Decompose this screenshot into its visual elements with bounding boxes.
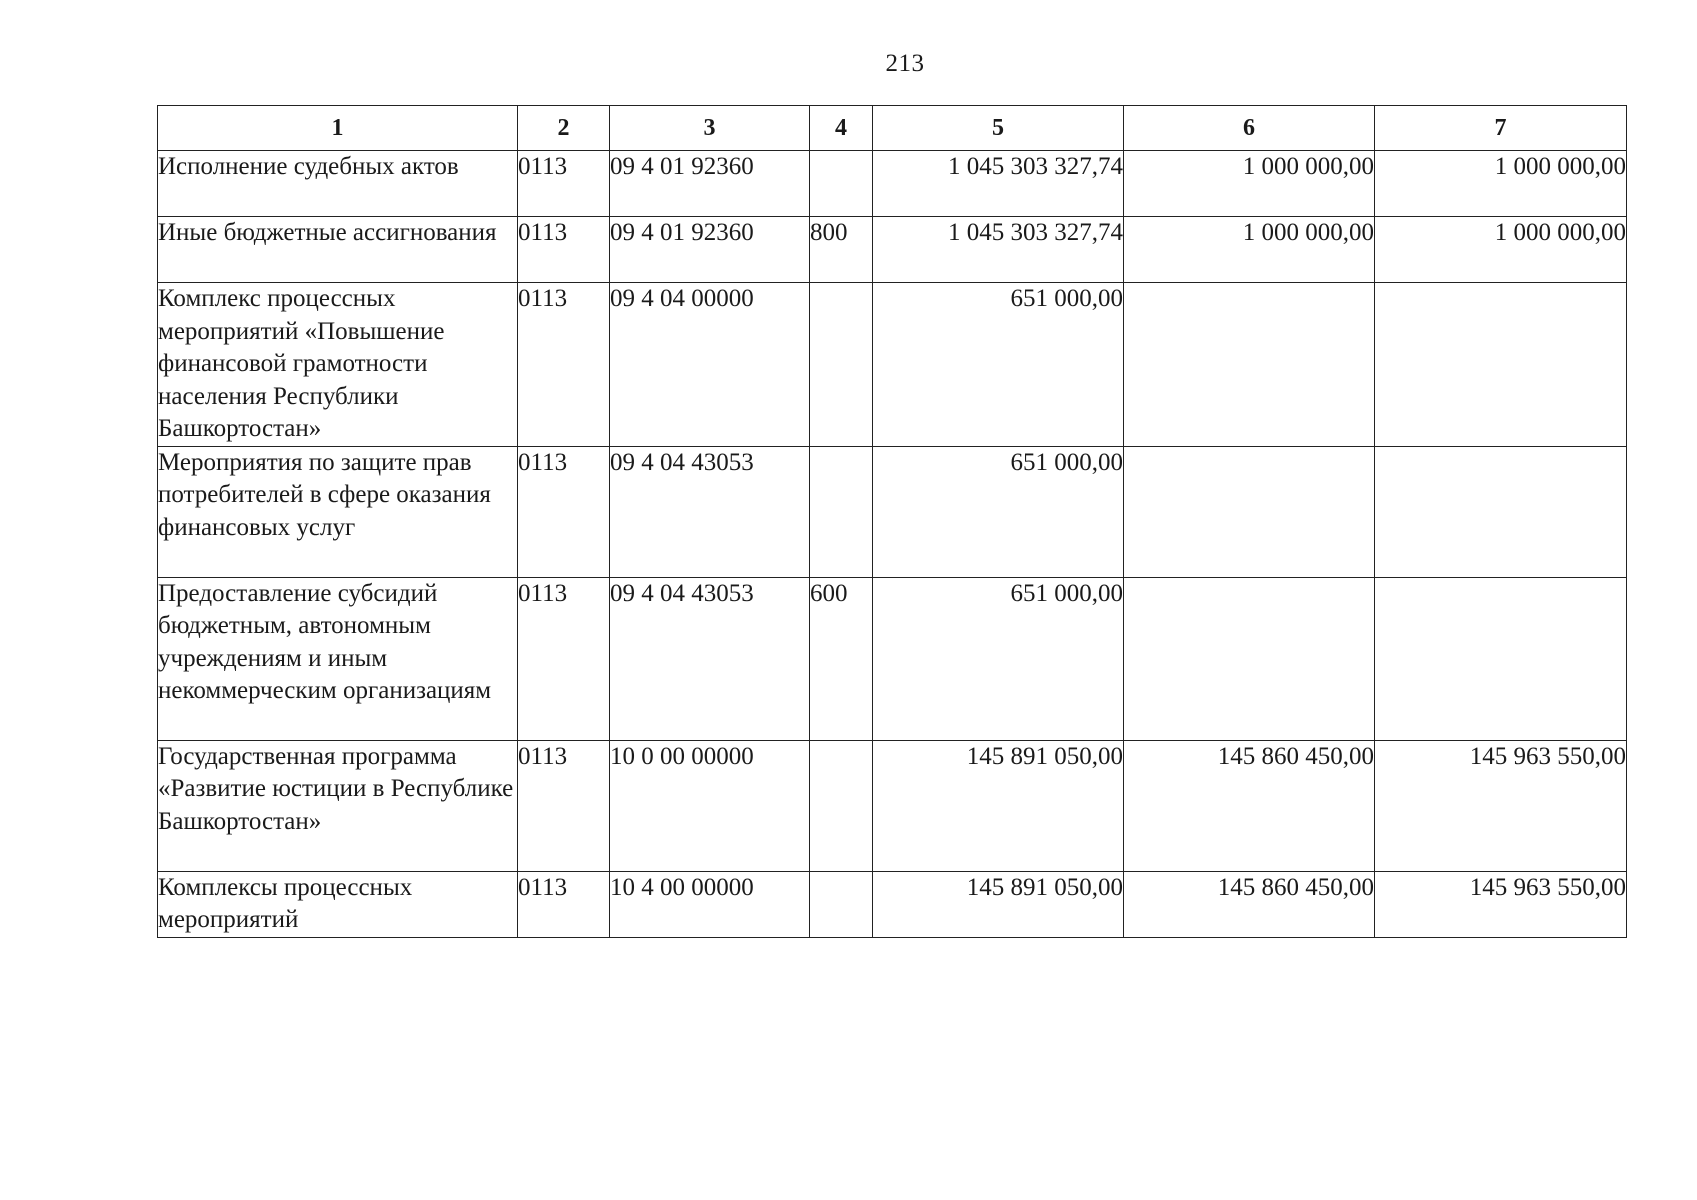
row-amount-3: 145 963 550,00 <box>1375 871 1627 937</box>
table-row <box>158 577 1627 740</box>
row-section: 0113 <box>518 740 610 871</box>
row-amount-3: 1 000 000,00 <box>1375 151 1627 217</box>
table-row <box>158 740 1627 871</box>
row-amount-1: 145 891 050,00 <box>873 740 1124 871</box>
row-amount-1: 651 000,00 <box>873 446 1124 577</box>
row-amount-2: 145 860 450,00 <box>1124 740 1375 871</box>
row-expense-type <box>810 446 873 577</box>
row-amount-1: 1 045 303 327,74 <box>873 217 1124 283</box>
row-target-article: 09 4 04 43053 <box>610 446 810 577</box>
budget-table <box>157 105 1627 938</box>
row-amount-3 <box>1375 446 1627 577</box>
row-target-article: 10 0 00 00000 <box>610 740 810 871</box>
column-header-7: 7 <box>1375 106 1627 151</box>
row-section: 0113 <box>518 151 610 217</box>
row-amount-2: 1 000 000,00 <box>1124 217 1375 283</box>
table-header <box>158 106 1627 151</box>
row-expense-type: 800 <box>810 217 873 283</box>
row-expense-type <box>810 151 873 217</box>
column-header-2: 2 <box>518 106 610 151</box>
row-name: Комплекс процессных мероприятий «Повышение финансовой грамотности населения Республики Башкортостан» <box>158 283 518 447</box>
row-amount-3 <box>1375 577 1627 740</box>
table-row <box>158 446 1627 577</box>
row-name: Мероприятия по защите прав потребителей в сфере оказания финансовых услуг <box>158 446 518 577</box>
row-expense-type: 600 <box>810 577 873 740</box>
column-header-5: 5 <box>873 106 1124 151</box>
row-amount-2 <box>1124 577 1375 740</box>
row-amount-2 <box>1124 283 1375 447</box>
column-header-3: 3 <box>610 106 810 151</box>
row-target-article: 09 4 01 92360 <box>610 217 810 283</box>
row-target-article: 09 4 01 92360 <box>610 151 810 217</box>
row-amount-1: 651 000,00 <box>873 283 1124 447</box>
row-expense-type <box>810 740 873 871</box>
row-name: Иные бюджетные ассигнования <box>158 217 518 283</box>
row-amount-1: 1 045 303 327,74 <box>873 151 1124 217</box>
table-row <box>158 871 1627 937</box>
row-target-article: 09 4 04 00000 <box>610 283 810 447</box>
row-amount-2 <box>1124 446 1375 577</box>
page-number: 213 <box>885 50 925 77</box>
header-row <box>158 106 1627 151</box>
row-section: 0113 <box>518 446 610 577</box>
row-target-article: 10 4 00 00000 <box>610 871 810 937</box>
column-header-1: 1 <box>158 106 518 151</box>
row-amount-3 <box>1375 283 1627 447</box>
row-amount-3: 145 963 550,00 <box>1375 740 1627 871</box>
row-name: Предоставление субсидий бюджетным, автономным учреждениям и иным некоммерческим организациям <box>158 577 518 740</box>
column-header-4: 4 <box>810 106 873 151</box>
row-target-article: 09 4 04 43053 <box>610 577 810 740</box>
row-section: 0113 <box>518 577 610 740</box>
row-name: Государственная программа «Развитие юстиции в Республике Башкортостан» <box>158 740 518 871</box>
row-expense-type <box>810 871 873 937</box>
column-header-6: 6 <box>1124 106 1375 151</box>
row-section: 0113 <box>518 283 610 447</box>
row-amount-1: 651 000,00 <box>873 577 1124 740</box>
table-row <box>158 217 1627 283</box>
row-name: Исполнение судебных актов <box>158 151 518 217</box>
row-expense-type <box>810 283 873 447</box>
row-section: 0113 <box>518 217 610 283</box>
row-amount-1: 145 891 050,00 <box>873 871 1124 937</box>
row-amount-2: 145 860 450,00 <box>1124 871 1375 937</box>
table-row <box>158 151 1627 217</box>
table-row <box>158 283 1627 447</box>
row-name: Комплексы процессных мероприятий <box>158 871 518 937</box>
table-body <box>158 151 1627 938</box>
row-amount-3: 1 000 000,00 <box>1375 217 1627 283</box>
row-amount-2: 1 000 000,00 <box>1124 151 1375 217</box>
row-section: 0113 <box>518 871 610 937</box>
